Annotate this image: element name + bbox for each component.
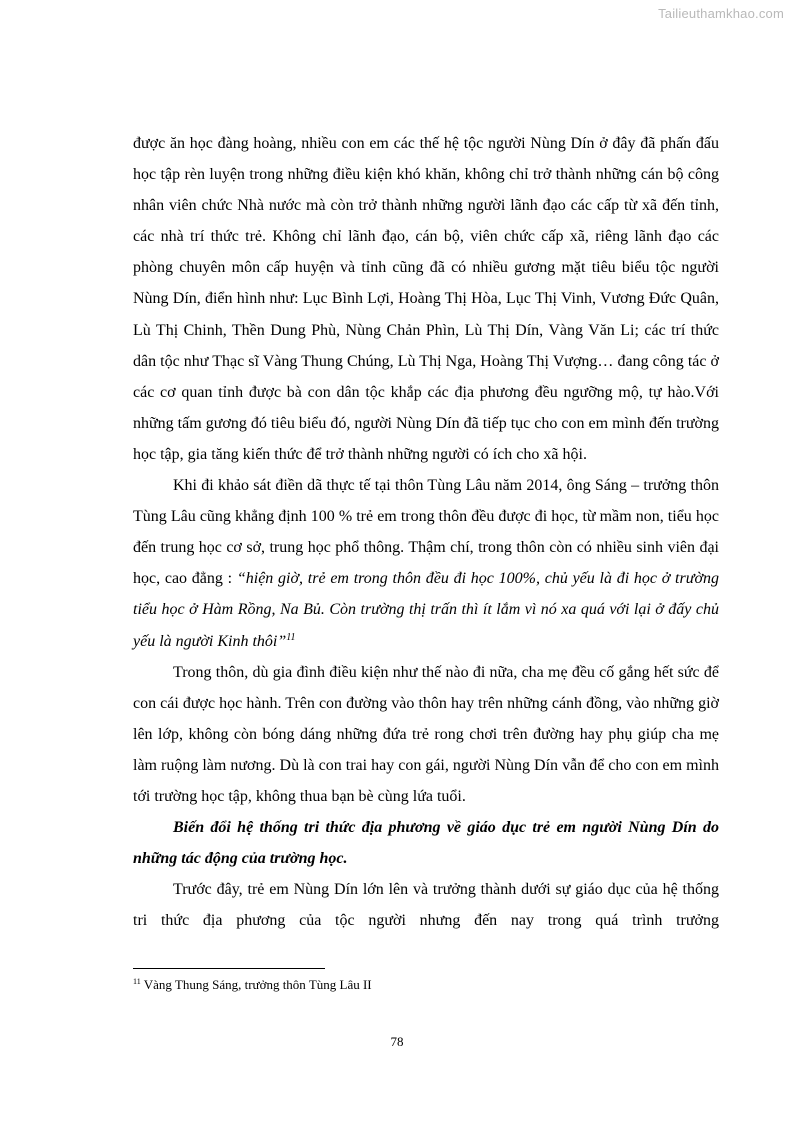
footnote-divider [133,968,325,969]
section-heading: Biến đổi hệ thống tri thức địa phương về giáo dục trẻ em người Nùng Dín do những tác động của trường học. [133,819,719,868]
page-body [133,128,719,936]
paragraph-1: được ăn học đàng hoàng, nhiều con em các thế hệ tộc người Nùng Dín ở đây đã phấn đấu học tập rèn luyện trong những điều kiện khó khăn, không chỉ trở thành những cán bộ công nhân viên chức Nhà nước mà còn trở thành những người lãnh đạo các cấp từ xã đến tỉnh, các nhà trí thức trẻ. Không chỉ lãnh đạo, cán bộ, viên chức cấp xã, riêng lãnh đạo các phòng chuyên môn cấp huyện và tỉnh cũng đã có nhiều gương mặt tiêu biểu tộc người Nùng Dín, điển hình như: Lục Bình Lợi, Hoàng Thị Hòa, Lục Thị Vinh, Vương Đức Quân, Lù Thị Chinh, Thền Dung Phù, Nùng Chản Phìn, Lù Thị Dín, Vàng Văn Li; các trí thức dân tộc như Thạc sĩ Vàng Thung Chúng, Lù Thị Nga, Hoàng Thị Vượng… đang công tác ở các cơ quan tỉnh được bà con dân tộc khắp các địa phương đều ngưỡng mộ, tự hào.Với những tấm gương đó tiêu biểu đó, người Nùng Dín đã tiếp tục cho con em mình đến trường học tập, gia tăng kiến thức để trở thành những người có ích cho xã hội. [133,135,719,463]
footnote-text: Vàng Thung Sáng, trưởng thôn Tùng Lâu II [143,977,372,992]
footnote [133,977,372,993]
footnote-ref: 11 [286,631,296,643]
paragraph-2-text: Khi đi khảo sát điền dã thực tế tại thôn Tùng Lâu năm 2014, ông Sáng – trưởng thôn Tùng Lâu cũng khẳng định 100 % trẻ em trong thôn đều được đi học, từ mầm non, tiểu học đến trung học cơ sở, trung học phổ thông. Thậm chí, trong thôn còn có nhiều sinh viên đại học, cao đẳng : [133,477,719,588]
footnote-number: 11 [133,977,141,986]
watermark: Tailieuthamkhao.com [658,6,784,21]
interview-quote: “hiện giờ, trẻ em trong thôn đều đi học 100%, chủ yếu là đi học ở trường tiểu học ở Hàm Rồng, Na Bủ. Còn trường thị trấn thì ít lắm vì nó xa quá với lại ở đấy chủ yếu là người Kinh thôi” [133,570,719,650]
paragraph-3: Trong thôn, dù gia đình điều kiện như thế nào đi nữa, cha mẹ đều cố gắng hết sức để con cái được học hành. Trên con đường vào thôn hay trên những cánh đồng, vào những giờ lên lớp, không còn bóng dáng những đứa trẻ rong chơi trên đường hay phụ giúp cha mẹ làm ruộng làm nương. Dù là con trai hay con gái, người Nùng Dín vẫn để cho con em mình tới trường học tập, không thua bạn bè cùng lứa tuổi. [133,663,719,805]
page-number: 78 [390,1034,404,1049]
paragraph-4: Trước đây, trẻ em Nùng Dín lớn lên và trưởng thành dưới sự giáo dục của hệ thống tri thức địa phương của tộc người nhưng đến nay trong quá trình trưởng [133,881,719,930]
paragraph-2 [133,470,719,657]
